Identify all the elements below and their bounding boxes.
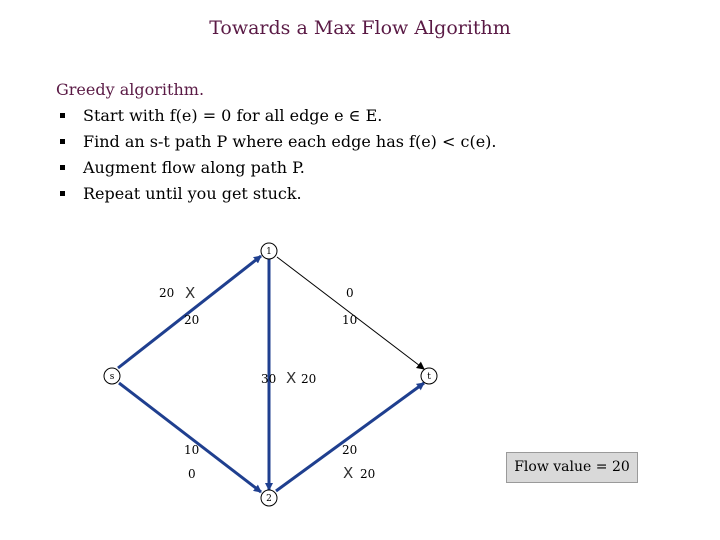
edge-2-t-flow-new: 20 [360,467,376,481]
node-1-label: 1 [266,247,272,257]
node-2 [261,490,277,506]
node-s-label: s [109,372,115,382]
intro-text: Greedy algorithm. [56,80,205,99]
flow-value-box: Flow value = 20 [506,452,638,483]
bullet-text: Augment flow along path P. [83,158,305,177]
edge-1-2-flow-old: 30 [261,372,277,386]
bullet-text: Repeat until you get stuck. [83,184,302,203]
strike-x-icon: X [286,369,297,387]
edge-1-t-flow-old: 0 [346,286,354,300]
edge-1-2-flow-new: 20 [301,372,317,386]
edge-s-1-capacity: 20 [184,313,200,327]
strike-x-icon: X [185,284,196,302]
edge-s-2-capacity: 10 [184,443,200,457]
edge-s-1 [118,256,261,368]
bullet-text: Start with f(e) = 0 for all edge e ∈ E. [83,106,383,125]
node-t [421,368,437,384]
node-1 [261,243,277,259]
strike-x-icon: X [343,464,354,482]
edge-1-t-capacity: 10 [342,313,358,327]
node-t-label: t [427,372,431,382]
edge-s-2-flow-old: 0 [188,467,196,481]
edge-2-t-capacity: 20 [342,443,358,457]
edge-s-1-flow-old: 20 [159,286,175,300]
node-2-label: 2 [266,494,272,504]
bullet-text: Find an s-t path P where each edge has f(e) < c(e). [83,132,497,151]
slide-title: Towards a Max Flow Algorithm [209,17,511,39]
node-s [104,368,120,384]
